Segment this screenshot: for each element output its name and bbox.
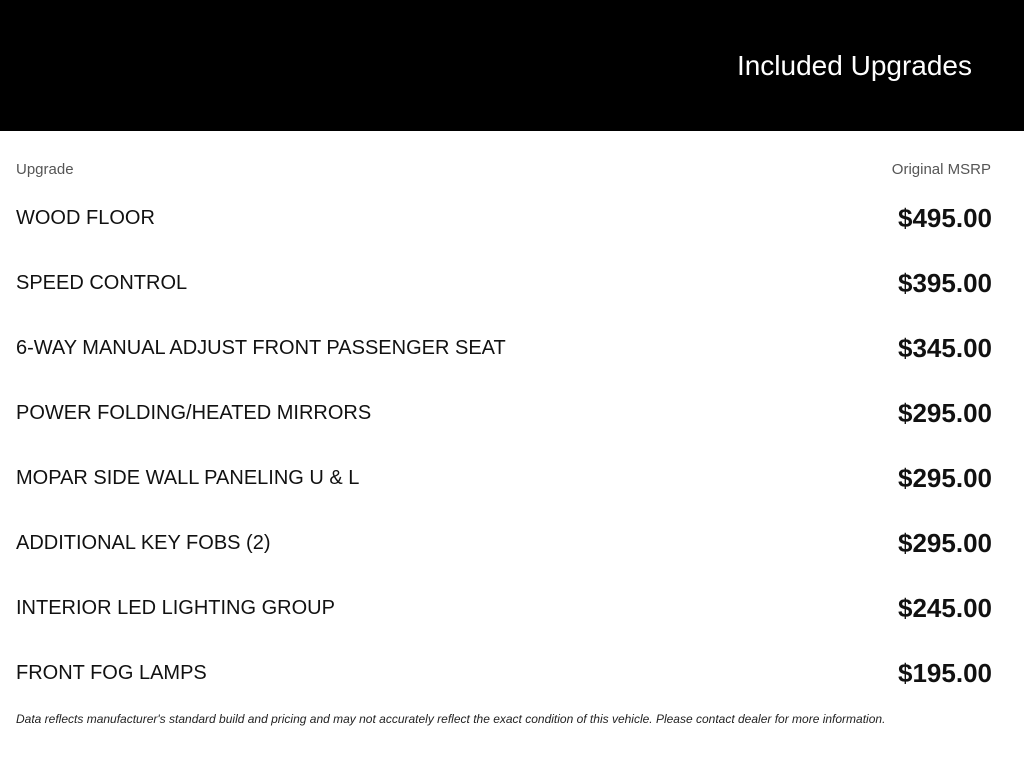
- list-item: [0, 523, 1024, 588]
- list-item: [0, 328, 1024, 393]
- upgrade-name: ADDITIONAL KEY FOBS (2): [16, 532, 271, 554]
- upgrade-price: $345.00: [898, 333, 992, 363]
- upgrade-name: INTERIOR LED LIGHTING GROUP: [16, 597, 335, 619]
- header-banner: [0, 0, 1024, 131]
- msrp-column-header: Original MSRP: [891, 161, 991, 178]
- upgrade-name: WOOD FLOOR: [16, 207, 155, 229]
- page-title: Included Upgrades: [736, 50, 972, 81]
- upgrade-price: $495.00: [898, 203, 992, 233]
- upgrade-name: 6-WAY MANUAL ADJUST FRONT PASSENGER SEAT: [16, 337, 506, 359]
- upgrade-price: $295.00: [898, 398, 992, 428]
- upgrade-name: POWER FOLDING/HEATED MIRRORS: [16, 402, 372, 424]
- list-item: [0, 393, 1024, 458]
- list-item: [0, 263, 1024, 328]
- upgrade-name: FRONT FOG LAMPS: [16, 662, 207, 684]
- upgrade-name: MOPAR SIDE WALL PANELING U & L: [16, 467, 360, 489]
- list-item: [0, 198, 1024, 263]
- upgrade-price: $295.00: [898, 463, 992, 493]
- list-item: [0, 588, 1024, 653]
- upgrade-price: $295.00: [898, 528, 992, 558]
- upgrade-price: $195.00: [898, 658, 992, 688]
- upgrade-price: $395.00: [898, 268, 992, 298]
- upgrade-price: $245.00: [898, 593, 992, 623]
- upgrade-list: [0, 198, 1024, 718]
- list-item: [0, 653, 1024, 718]
- upgrade-name: SPEED CONTROL: [16, 272, 188, 294]
- upgrade-column-header: Upgrade: [16, 161, 74, 178]
- list-item: [0, 458, 1024, 523]
- disclaimer-text: Data reflects manufacturer's standard build and pricing and may not accurately reflect the exact condition of this vehicle. Please contact dealer for more information.: [16, 712, 886, 726]
